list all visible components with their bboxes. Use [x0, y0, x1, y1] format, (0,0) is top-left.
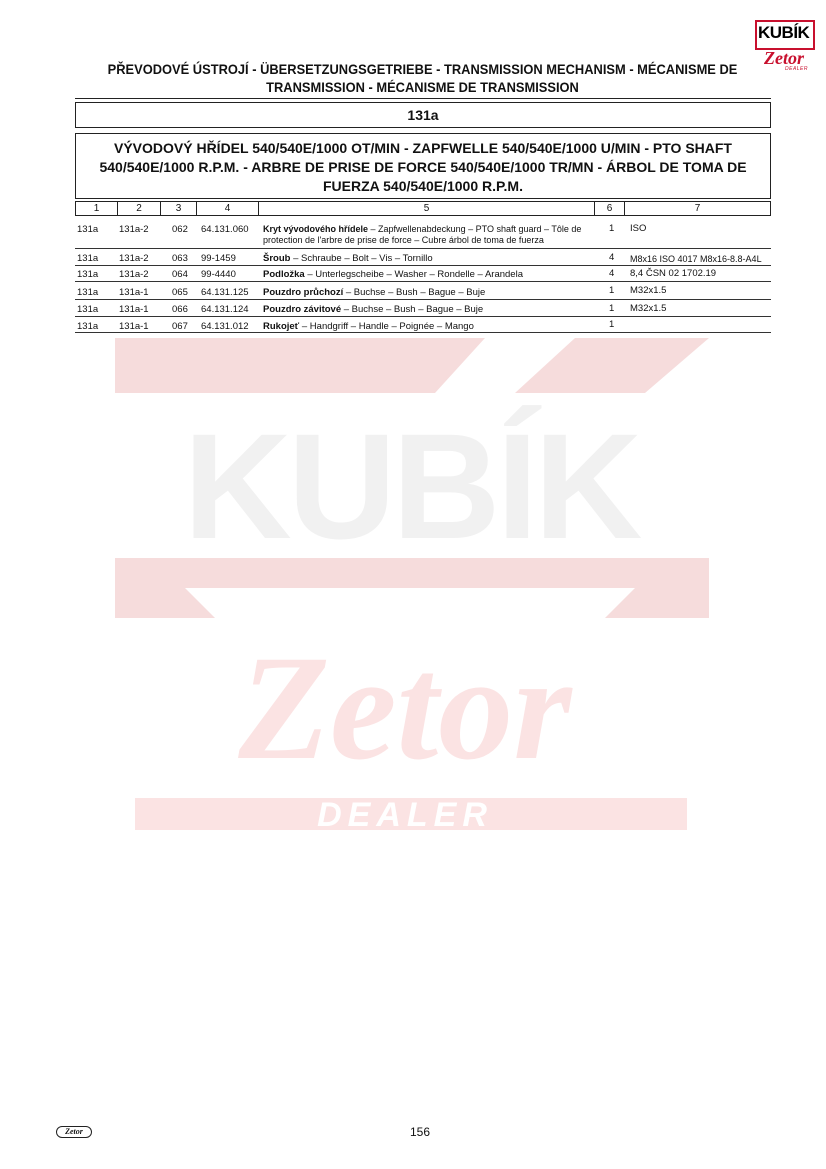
- part-name: Rukojeť: [263, 321, 300, 332]
- table-row: [75, 250, 771, 266]
- part-name: Pouzdro průchozí: [263, 287, 344, 298]
- group-title: VÝVODOVÝ HŘÍDEL 540/540E/1000 OT/MIN - ZAPFWELLE 540/540E/1000 U/MIN - PTO SHAFT 540/540E/1000 R.P.M. - ARBRE DE PRISE DE FORCE 540/540E/1000 TR/MN - ÁRBOL DE TOMA DE FUERZA 540/540E/1000 R.P.M.: [75, 133, 771, 199]
- cell-subsection: 131a-2: [119, 224, 149, 235]
- cell-description: [263, 253, 433, 265]
- part-translations: – Schraube – Bolt – Vis – Tornillo: [290, 253, 433, 264]
- cell-section: 131a: [77, 304, 99, 315]
- kubik-zetor-watermark: [105, 338, 717, 838]
- table-row: [75, 222, 771, 249]
- column-header-4: 4: [196, 201, 259, 216]
- cell-subsection: 131a-1: [119, 304, 149, 315]
- cell-subsection: 131a-1: [119, 321, 149, 332]
- header-rule: [75, 98, 771, 99]
- cell-quantity: 1: [609, 285, 615, 296]
- footer-zetor-logo: Zetor: [56, 1126, 92, 1138]
- cell-section: 131a: [77, 224, 99, 235]
- part-name: Podložka: [263, 269, 305, 280]
- part-translations: – Unterlegscheibe – Washer – Rondelle – Arandela: [304, 269, 523, 280]
- watermark-kubik-text: KUBÍK: [183, 402, 639, 570]
- column-header-6: 6: [594, 201, 625, 216]
- part-name: Kryt vývodového hřídele: [263, 224, 369, 234]
- cell-subsection: 131a-2: [119, 269, 149, 280]
- cell-part-number: 99-1459: [201, 253, 236, 264]
- cell-position: 064: [172, 269, 188, 280]
- cell-part-number: 99-4440: [201, 269, 236, 280]
- cell-position: 067: [172, 321, 188, 332]
- section-code: 131a: [75, 102, 771, 128]
- part-translations: – Handgriff – Handle – Poignée – Mango: [299, 321, 474, 332]
- page-title: PŘEVODOVÉ ÚSTROJÍ - ÜBERSETZUNGSGETRIEBE - TRANSMISSION MECHANISM - MÉCANISME DE TRANSMISSION - MÉCANISME DE TRANSMISSION: [107, 61, 738, 95]
- row-divider: [75, 332, 771, 333]
- cell-position: 066: [172, 304, 188, 315]
- cell-description: [263, 287, 485, 299]
- cell-note: M8x16 ISO 4017 M8x16-8.8-A4L: [630, 254, 762, 264]
- column-header-5: 5: [258, 201, 595, 216]
- cell-part-number: 64.131.060: [201, 224, 249, 235]
- cell-note: 8,4 ČSN 02 1702.19: [630, 268, 717, 279]
- kubik-logo-text: KUBÍK: [758, 23, 810, 42]
- cell-section: 131a: [77, 269, 99, 280]
- part-translations: – Zapfwellenabdeckung – PTO shaft guard – Tôle de protection de l'arbre de prise de force – Cubre árbol de toma de fuerza: [263, 224, 582, 245]
- cell-part-number: 64.131.124: [201, 304, 249, 315]
- cell-quantity: 4: [609, 252, 615, 263]
- cell-subsection: 131a-1: [119, 287, 149, 298]
- dealer-logo-text: DEALER: [785, 66, 809, 72]
- cell-part-number: 64.131.125: [201, 287, 249, 298]
- kubik-zetor-logo: [755, 14, 817, 72]
- part-translations: – Buchse – Bush – Bague – Buje: [341, 304, 484, 315]
- cell-description: [263, 224, 593, 246]
- table-row: [75, 266, 771, 282]
- cell-description: [263, 269, 523, 281]
- cell-section: 131a: [77, 287, 99, 298]
- cell-note: ISO: [630, 223, 647, 234]
- table-row: [75, 283, 771, 300]
- cell-section: 131a: [77, 321, 99, 332]
- cell-quantity: 1: [609, 223, 615, 234]
- table-row: [75, 300, 771, 317]
- column-header-7: 7: [624, 201, 771, 216]
- cell-quantity: 4: [609, 268, 615, 279]
- cell-subsection: 131a-2: [119, 253, 149, 264]
- cell-quantity: 1: [609, 303, 615, 314]
- cell-quantity: 1: [609, 319, 615, 330]
- watermark-zetor-text: Zetor: [238, 625, 572, 791]
- column-header-1: 1: [75, 201, 118, 216]
- table-row: [75, 317, 771, 333]
- part-translations: – Buchse – Bush – Bague – Buje: [343, 287, 486, 298]
- row-divider: [75, 281, 771, 282]
- cell-part-number: 64.131.012: [201, 321, 249, 332]
- column-header-2: 2: [117, 201, 161, 216]
- cell-position: 062: [172, 224, 188, 235]
- watermark-dealer-text: DEALER: [317, 796, 493, 834]
- cell-position: 065: [172, 287, 188, 298]
- row-divider: [75, 248, 771, 249]
- cell-position: 063: [172, 253, 188, 264]
- part-name: Šroub: [263, 253, 291, 264]
- cell-note: M32x1.5: [630, 285, 667, 296]
- cell-description: [263, 304, 483, 316]
- zetor-logo-text: Zetor: [764, 48, 804, 68]
- cell-section: 131a: [77, 253, 99, 264]
- column-header-3: 3: [160, 201, 197, 216]
- cell-note: M32x1.5: [630, 303, 667, 314]
- page-number: 156: [409, 1125, 431, 1139]
- part-name: Pouzdro závitové: [263, 304, 342, 315]
